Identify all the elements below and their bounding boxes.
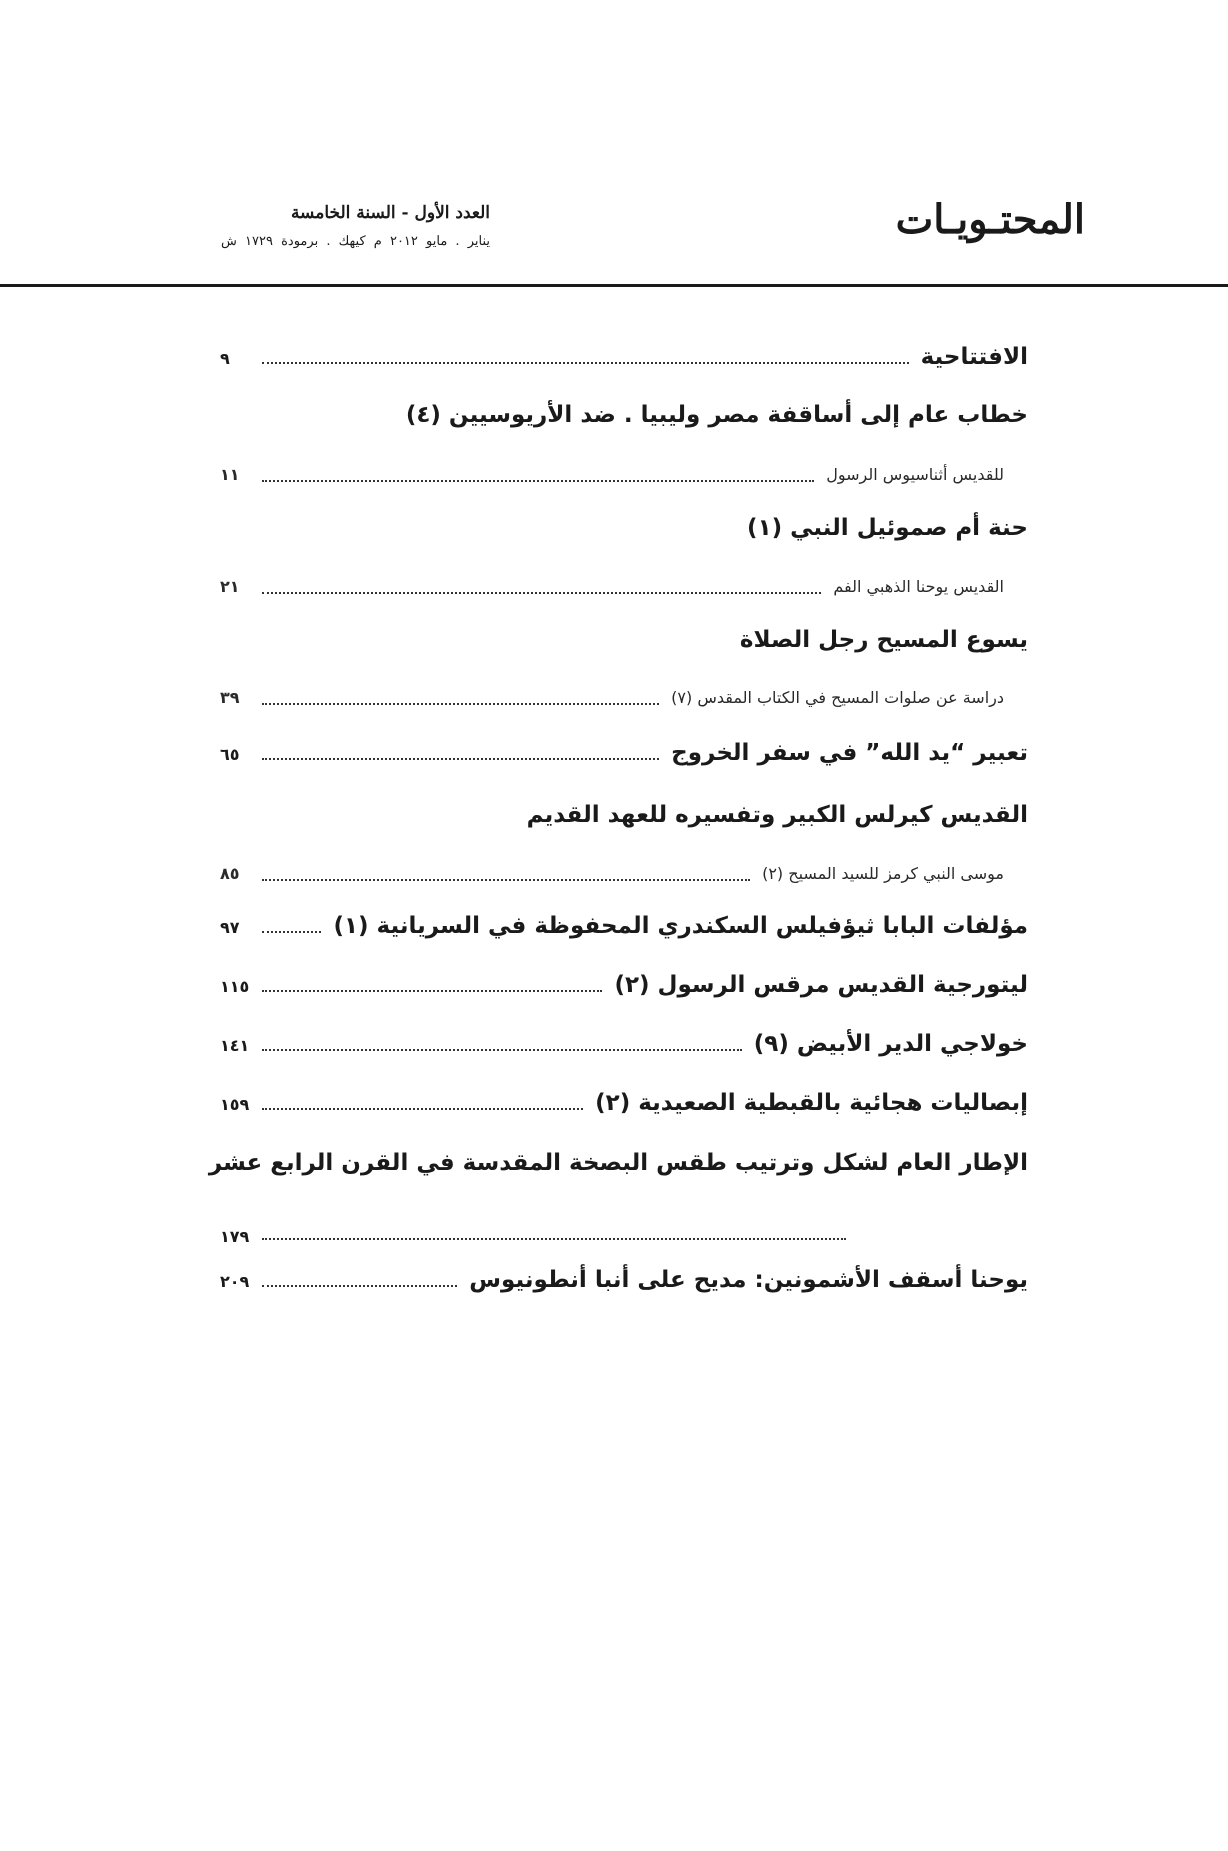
- page-number: ٢٠٩: [220, 1272, 250, 1291]
- page-number: ١١: [220, 465, 240, 484]
- dot-leader: [262, 1285, 457, 1287]
- toc-entry[interactable]: [220, 1031, 1028, 1057]
- dot-leader: [262, 480, 814, 482]
- toc-entry-title[interactable]: الإطار العام لشكل وترتيب طقس البصخة المقدسة في القرن الرابع عشر: [208, 1150, 1028, 1176]
- page-title: المحتـويـات: [895, 196, 1085, 243]
- toc-entry-author: القديس يوحنا الذهبي الفم: [833, 577, 1004, 596]
- toc-entry[interactable]: [220, 1090, 1028, 1116]
- page-number: ٨٥: [220, 864, 240, 883]
- dot-leader: [262, 703, 659, 705]
- toc-entry-title[interactable]: يسوع المسيح رجل الصلاة: [739, 627, 1028, 653]
- toc-entry-title: تعبير “يد الله” في سفر الخروج: [671, 740, 1028, 766]
- toc-entry-title: الافتتاحية: [920, 344, 1028, 370]
- dot-leader: [262, 592, 821, 594]
- toc-entry[interactable]: [220, 577, 1028, 596]
- toc-entry-title: مؤلفات البابا ثيؤفيلس السكندري المحفوظة في السريانية (١): [333, 913, 1028, 939]
- dot-leader: [262, 758, 659, 760]
- toc-entry-title[interactable]: خطاب عام إلى أساقفة مصر وليبيا . ضد الأريوسيين (٤): [405, 402, 1028, 428]
- toc-entry[interactable]: [220, 1267, 1028, 1293]
- toc-entry[interactable]: [220, 864, 1028, 883]
- dot-leader: [262, 362, 909, 364]
- toc-entry-author: دراسة عن صلوات المسيح في الكتاب المقدس (٧): [671, 688, 1004, 707]
- toc-entry[interactable]: [220, 972, 1028, 998]
- toc-entry-title: إبصاليات هجائية بالقبطية الصعيدية (٢): [595, 1090, 1028, 1116]
- dot-leader: [262, 931, 321, 933]
- page-number: ٢١: [220, 577, 240, 596]
- dot-leader: [262, 990, 602, 992]
- page-number: ٩: [220, 349, 230, 368]
- toc-entry-title[interactable]: حنة أم صموئيل النبي (١): [747, 515, 1028, 541]
- dot-leader: [262, 1049, 742, 1051]
- page-number: ٩٧: [220, 918, 240, 937]
- toc-entry[interactable]: [220, 740, 1028, 766]
- toc-entry-title: يوحنا أسقف الأشمونين: مديح على أنبا أنطونيوس: [469, 1267, 1028, 1293]
- toc-entry-title: ليتورجية القديس مرقس الرسول (٢): [614, 972, 1028, 998]
- page-number: ٦٥: [220, 745, 240, 764]
- page-number: ١٥٩: [220, 1095, 250, 1114]
- toc-entry[interactable]: [220, 344, 1028, 370]
- issue-number: العدد الأول - السنة الخامسة: [290, 203, 490, 223]
- issue-dates: يناير . مايو ٢٠١٢ م كيهك . برمودة ١٧٢٩ ش: [221, 234, 490, 249]
- toc-entry[interactable]: [220, 1227, 1028, 1246]
- toc-entry[interactable]: [220, 913, 1028, 939]
- page-number: ١٤١: [220, 1036, 250, 1055]
- toc-entry[interactable]: [220, 465, 1028, 484]
- page-number: ١١٥: [220, 977, 250, 996]
- toc-entry-author: موسى النبي كرمز للسيد المسيح (٢): [762, 864, 1004, 883]
- toc-entry-author: للقديس أثناسيوس الرسول: [826, 465, 1004, 484]
- page-number: ٣٩: [220, 688, 240, 707]
- dot-leader: [262, 1238, 846, 1240]
- dot-leader: [262, 879, 750, 881]
- page-number: ١٧٩: [220, 1227, 250, 1246]
- toc-entry-title[interactable]: القديس كيرلس الكبير وتفسيره للعهد القديم: [526, 802, 1028, 828]
- dot-leader: [262, 1108, 583, 1110]
- toc-entry[interactable]: [220, 688, 1028, 707]
- toc-entry-title: خولاجي الدير الأبيض (٩): [753, 1031, 1028, 1057]
